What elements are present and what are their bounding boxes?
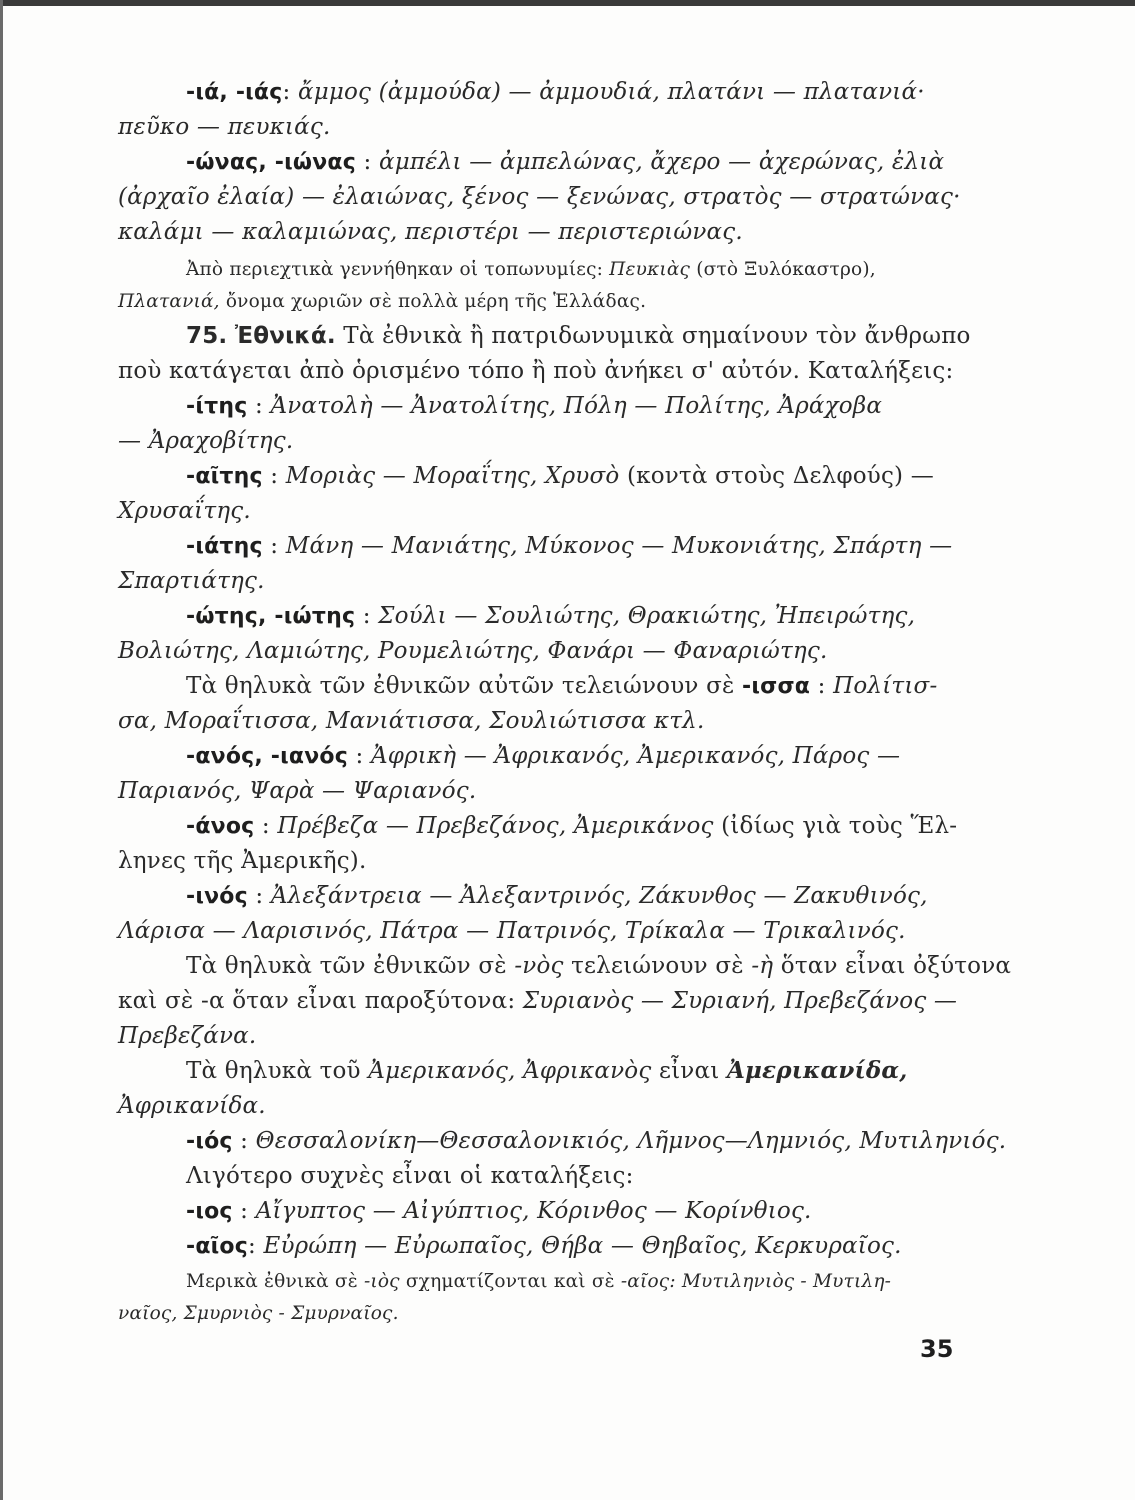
section-number: 75. xyxy=(186,323,228,349)
note-example: -αῖος: Μυτιληνιὸς - Μυτιλη- xyxy=(620,1271,892,1292)
examples: Θεσσαλονίκη—Θεσσαλονικιός, Λῆμνος—Λημνιός, Μυτιληνιός. xyxy=(255,1128,1007,1154)
body-text: εἶναι xyxy=(651,1058,727,1084)
body-text: Τὰ θηλυκὰ τῶν ἐθνικῶν σὲ xyxy=(186,953,515,979)
examples: Μάνη — Μανιάτης, Μύκονος — Μυκονιάτης, Σπάρτη — xyxy=(285,533,953,559)
suffix: -ιάτης xyxy=(186,534,263,559)
examples: πεῦκο — πευκιάς. xyxy=(118,114,331,140)
examples: — Ἀραχοβίτης. xyxy=(118,428,294,454)
examples: Χρυσαΐτης. xyxy=(118,498,251,524)
suffix: -ινός xyxy=(186,884,248,909)
note-line xyxy=(186,256,958,284)
entry-ios-unaccented xyxy=(186,1195,958,1228)
entry-itis xyxy=(186,390,958,423)
note-line xyxy=(118,288,958,316)
examples: Πολίτισ- xyxy=(833,673,938,699)
inline-suffix: -ὴ xyxy=(751,953,774,979)
examples: Σούλι — Σουλιώτης, Θρακιώτης, Ἠπειρώτης, xyxy=(378,603,916,629)
suffix: -ιος xyxy=(186,1199,233,1224)
body-text: Τὰ θηλυκὰ τοῦ xyxy=(186,1058,369,1084)
suffix: -άνος xyxy=(186,814,255,839)
examples: Πρεβεζάνα. xyxy=(118,1023,257,1049)
note-line xyxy=(118,1300,958,1328)
body-text: ληνες τῆς Ἀμερικῆς). xyxy=(118,848,367,874)
examples: Ἀλεξάντρεια — Ἀλεξαντρινός, Ζάκυνθος — Ζακυθινός, xyxy=(270,883,928,909)
examples: ἄμμος (ἀμμούδα) — ἀμμουδιά, πλατάνι — πλατανιά· xyxy=(297,79,925,105)
examples: Ἀμερικανός, Ἀφρικανὸς xyxy=(368,1058,652,1084)
separator: : xyxy=(347,743,371,769)
text-line xyxy=(118,775,958,807)
separator: : xyxy=(810,673,834,699)
separator: : xyxy=(254,813,278,839)
suffix: -ώνας, -ιώνας xyxy=(186,150,356,175)
scan-edge-top xyxy=(0,0,1135,6)
suffix: -ιά, -ιάς xyxy=(186,80,283,105)
entry-iatis xyxy=(186,530,958,563)
suffix: -ίτης xyxy=(186,394,248,419)
examples: ἀμπέλι — ἀμπελώνας, ἄχερο — ἀχερώνας, ἐλιὰ xyxy=(378,149,945,175)
page-number: 35 xyxy=(920,1335,954,1363)
note-example: ναῖος, Σμυρνιὸς - Σμυρναῖος. xyxy=(118,1303,399,1324)
text-line xyxy=(118,635,958,667)
note-text: Ἀπὸ περιεχτικὰ γεννήθηκαν οἱ τοπωνυμίες: xyxy=(186,259,610,280)
note-example: Πευκιὰς xyxy=(609,259,691,280)
body-text: καὶ σὲ -α ὅταν εἶναι παροξύτονα: xyxy=(118,988,523,1014)
feminine-rule xyxy=(186,950,1012,982)
text-line xyxy=(118,915,958,947)
separator: : xyxy=(247,393,271,419)
suffix: -ανός, -ιανός xyxy=(186,744,348,769)
separator: : xyxy=(282,79,298,105)
text-line xyxy=(118,216,958,248)
suffix: -αῖος xyxy=(186,1234,248,1259)
suffix: -ιός xyxy=(186,1129,233,1154)
body-text: Τὰ ἐθνικὰ ἢ πατριδωνυμικὰ σημαίνουν τὸν ἄνθρωπο xyxy=(335,323,971,349)
inline-suffix: -νὸς xyxy=(514,953,564,979)
note-text: σχηματίζονται καὶ σὲ xyxy=(399,1271,621,1292)
body-text: ὅταν εἶναι ὀξύτονα xyxy=(773,953,1012,979)
text-line xyxy=(118,425,958,457)
separator: : xyxy=(232,1198,256,1224)
examples: Ἀφρικανίδα. xyxy=(118,1093,266,1119)
text-line xyxy=(118,565,958,597)
note-line xyxy=(186,1268,958,1296)
scan-edge-left xyxy=(0,0,3,1500)
body-text: ποὺ κατάγεται ἀπὸ ὁρισμένο τόπο ἢ ποὺ ἀνήκει σ' αὐτόν. Καταλήξεις: xyxy=(118,358,954,384)
examples: Λάρισα — Λαρισινός, Πάτρα — Πατρινός, Τρίκαλα — Τρικαλινός. xyxy=(118,918,906,944)
entry-inos xyxy=(186,880,958,913)
suffix: -ισσα xyxy=(742,674,811,699)
note-text: ὄνομα χωριῶν σὲ πολλὰ μέρη τῆς Ἑλλάδας. xyxy=(219,291,647,312)
text-line xyxy=(118,495,958,527)
note-example: -ιὸς xyxy=(363,1271,400,1292)
text-line xyxy=(118,1090,958,1122)
body-text: (ἰδίως γιὰ τοὺς Ἕλ- xyxy=(713,813,958,839)
examples: (ἀρχαῖο ἐλαία) — ἐλαιώνας, ξένος — ξενώνας, στρατὸς — στρατώνας· xyxy=(118,184,961,210)
separator: : xyxy=(355,603,379,629)
entry-aitis xyxy=(186,460,958,493)
suffix: -ώτης, -ιώτης xyxy=(186,604,356,629)
examples: καλάμι — καλαμιώνας, περιστέρι — περιστεριώνας. xyxy=(118,219,743,245)
text-line xyxy=(118,845,958,877)
entry-aios xyxy=(186,1230,958,1263)
examples: Σπαρτιάτης. xyxy=(118,568,265,594)
examples: Εὐρώπη — Εὐρωπαῖος, Θήβα — Θηβαῖος, Κερκυραῖος. xyxy=(263,1233,902,1259)
text-line xyxy=(118,985,958,1017)
examples: Συριανὸς — Συριανή, Πρεβεζάνος — xyxy=(522,988,958,1014)
separator: : xyxy=(262,533,286,559)
body-text: Τὰ θηλυκὰ τῶν ἐθνικῶν αὐτῶν τελειώνουν σὲ xyxy=(186,673,743,699)
examples: Παριανός, Ψαρὰ — Ψαριανός. xyxy=(118,778,477,804)
examples: Βολιώτης, Λαμιώτης, Ρουμελιώτης, Φανάρι — Φαναριώτης. xyxy=(118,638,828,664)
note-example: Πλατανιά, xyxy=(118,291,220,312)
text-line xyxy=(118,355,958,387)
entry-otis xyxy=(186,600,958,633)
entry-ia xyxy=(186,76,958,109)
examples: Ἀφρικὴ — Ἀφρικανός, Ἀμερικανός, Πάρος — xyxy=(370,743,901,769)
feminine-amerikanos xyxy=(186,1055,958,1087)
note-text: (στὸ Ξυλόκαστρο), xyxy=(690,259,876,280)
text-line xyxy=(118,111,958,143)
entry-onas xyxy=(186,146,958,179)
examples: Πρέβεζα — Πρεβεζάνος, Ἀμερικάνος xyxy=(277,813,714,839)
separator: : xyxy=(232,1128,256,1154)
examples: Ἀμερικανίδα, xyxy=(726,1057,908,1084)
entry-anos-paroxytone xyxy=(186,810,958,843)
body-text: τελειώνουν σὲ xyxy=(563,953,752,979)
body-text: Λιγότερο συχνὲς εἶναι οἱ καταλήξεις: xyxy=(186,1163,634,1189)
separator: : xyxy=(247,883,271,909)
text-line xyxy=(118,181,961,213)
feminine-note xyxy=(186,670,958,703)
examples: Ἀνατολὴ — Ἀνατολίτης, Πόλη — Πολίτης, Ἀράχοβα xyxy=(270,393,883,419)
separator: : xyxy=(262,463,286,489)
note-text: Μερικὰ ἐθνικὰ σὲ xyxy=(186,1271,364,1292)
separator: : xyxy=(247,1233,264,1259)
examples: Αἴγυπτος — Αἰγύπτιος, Κόρινθος — Κορίνθιος. xyxy=(255,1198,812,1224)
section-heading-75 xyxy=(186,320,971,352)
entry-anos xyxy=(186,740,958,773)
suffix: -αῖτης xyxy=(186,464,263,489)
text-line xyxy=(118,705,958,737)
body-text: (κοντὰ στοὺς Δελφούς) — xyxy=(619,463,934,489)
entry-ios xyxy=(186,1125,1007,1158)
separator: : xyxy=(355,149,379,175)
section-title: Ἐθνικά. xyxy=(234,323,336,349)
text-line xyxy=(186,1160,958,1192)
examples: σα, Μοραΐτισσα, Μανιάτισσα, Σουλιώτισσα κτλ. xyxy=(118,708,705,734)
text-line xyxy=(118,1020,958,1052)
examples: Μοριὰς — Μοραΐτης, Χρυσὸ xyxy=(285,463,620,489)
